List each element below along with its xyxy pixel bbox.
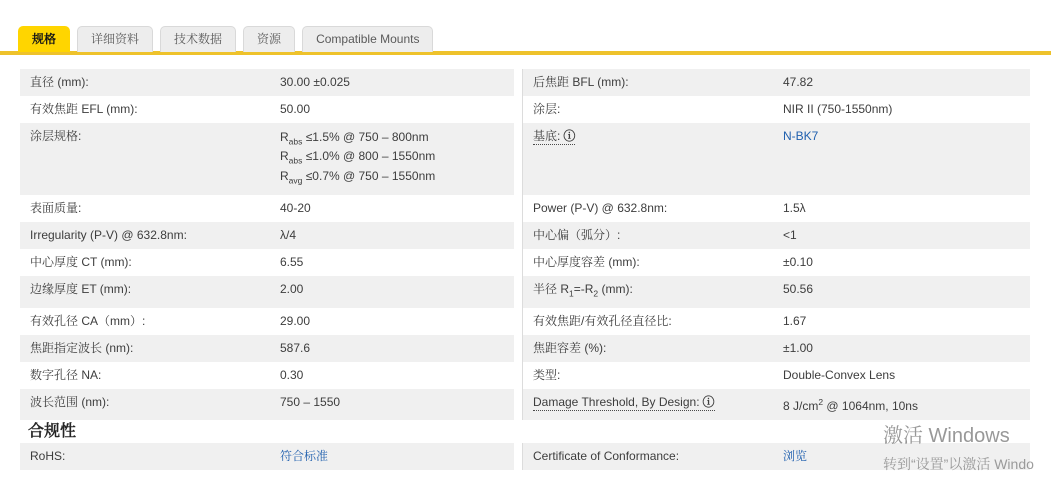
spec-label-text: RoHS: — [30, 449, 66, 463]
spec-cell-left — [20, 69, 514, 96]
spec-label — [20, 69, 280, 96]
spec-value: $R_{abs} \le 1.5\%$ @ 750 – 800nm $R_{abs} \le 1.0\%$ @ 800 – 1550nm $R_{avg} \le 0.7\%$ @ 750 – 1550nm — [280, 130, 436, 186]
spec-value: λ/4 — [280, 228, 297, 243]
spec-cell-right — [522, 195, 1030, 222]
spec-row — [20, 335, 1030, 362]
column-gap — [514, 96, 522, 123]
spec-value: 1.67 — [783, 313, 807, 328]
spec-cell-right — [522, 362, 1030, 389]
spec-value: 8 $J/cm^2$ @ 1064nm, 10ns — [783, 396, 918, 413]
spec-label-text: 波长范围 (nm): — [30, 394, 110, 409]
tab-specifications[interactable]: 规格 — [18, 26, 70, 52]
info-icon[interactable]: ⓘ — [702, 394, 715, 409]
spec-label-text: 有效孔径 CA（mm）: — [30, 313, 146, 328]
spec-cell-right — [522, 389, 1030, 420]
spec-cell-right — [522, 123, 1030, 195]
spec-cell-left — [20, 195, 514, 222]
spec-cell-left — [20, 249, 514, 276]
column-gap — [514, 335, 522, 362]
spec-label — [20, 195, 280, 222]
spec-row — [20, 123, 1030, 195]
spec-cell-right — [522, 335, 1030, 362]
watermark-line2: 转到“设置”以激活 Windo — [883, 456, 1034, 472]
spec-cell-left — [20, 443, 514, 470]
spec-label-text: 有效焦距 EFL (mm): — [30, 102, 138, 116]
spec-value: NIR II (750-1550nm) — [783, 102, 893, 116]
spec-label — [523, 443, 783, 470]
column-gap — [514, 362, 522, 389]
value-link[interactable]: 浏览 — [783, 449, 808, 463]
value-link[interactable]: N-BK7 — [783, 129, 819, 143]
spec-row — [20, 249, 1030, 276]
tab-technical-data[interactable]: 技术数据 — [160, 26, 236, 52]
tab-compatible-mounts[interactable]: Compatible Mounts — [302, 26, 433, 52]
spec-label-text: 直径 (mm): — [30, 75, 89, 89]
spec-value — [783, 123, 1030, 195]
spec-row — [20, 96, 1030, 123]
column-gap — [514, 276, 522, 307]
spec-value — [783, 443, 1030, 470]
spec-label-text: Power (P-V) @ 632.8nm: — [533, 201, 668, 216]
spec-table — [20, 69, 1030, 420]
spec-cell-right — [522, 276, 1030, 307]
spec-cell-right — [522, 249, 1030, 276]
spec-value: 50.56 — [783, 282, 814, 297]
spec-label-text: 中心偏（弧分）: — [533, 228, 621, 243]
spec-label — [20, 335, 280, 362]
spec-label-text: 有效焦距/有效孔径直径比: — [533, 313, 672, 328]
spec-cell-left — [20, 362, 514, 389]
spec-label-text: Certificate of Conformance: — [533, 449, 680, 463]
spec-row — [20, 362, 1030, 389]
spec-label-text: 涂层: — [533, 102, 561, 116]
spec-cell-right — [522, 308, 1030, 335]
spec-value: 40-20 — [280, 201, 311, 216]
spec-value: <1 — [783, 228, 797, 243]
spec-value: 50.00 — [280, 102, 311, 116]
column-gap — [514, 195, 522, 222]
spec-label — [523, 276, 783, 307]
spec-row — [20, 195, 1030, 222]
spec-row — [20, 443, 1030, 470]
spec-label — [20, 222, 280, 249]
spec-label — [523, 362, 783, 389]
column-gap — [514, 308, 522, 335]
spec-label — [523, 389, 783, 420]
spec-label — [20, 389, 280, 420]
spec-value: ±0.10 — [783, 255, 813, 270]
spec-label — [20, 308, 280, 335]
spec-value: 750 – 1550 — [280, 394, 341, 409]
spec-cell-left — [20, 222, 514, 249]
spec-cell-right — [522, 69, 1030, 96]
spec-label — [523, 335, 783, 362]
spec-label — [20, 362, 280, 389]
spec-value: 0.30 — [280, 367, 304, 382]
spec-cell-right — [522, 222, 1030, 249]
spec-row — [20, 222, 1030, 249]
spec-value: 1.5λ — [783, 201, 806, 216]
spec-label-text: 半径 $R_1=-R_2$ (mm): — [533, 282, 633, 299]
spec-label — [523, 222, 783, 249]
column-gap — [514, 389, 522, 420]
spec-label-text: 类型: — [533, 367, 561, 382]
spec-label-text: 焦距指定波长 (nm): — [30, 340, 134, 355]
spec-label — [523, 96, 783, 123]
spec-cell-left — [20, 335, 514, 362]
spec-label-text: 边缘厚度 ET (mm): — [30, 282, 132, 297]
spec-value: Double-Convex Lens — [783, 367, 896, 382]
spec-label-text: Irregularity (P-V) @ 632.8nm: — [30, 228, 187, 243]
spec-label-text: Damage Threshold, By Design: ⓘ — [533, 394, 715, 409]
spec-value: 29.00 — [280, 313, 311, 328]
spec-label-text: 后焦距 BFL (mm): — [533, 75, 629, 89]
spec-row — [20, 69, 1030, 96]
tab-details[interactable]: 详细资料 — [77, 26, 153, 52]
value-link[interactable]: 符合标准 — [280, 449, 329, 463]
spec-value: 30.00 ±0.025 — [280, 75, 350, 89]
column-gap — [514, 222, 522, 249]
spec-label-text: 涂层规格: — [30, 129, 82, 143]
compliance-table — [20, 443, 1030, 470]
watermark-line1: 激活 Windows — [883, 425, 1010, 447]
spec-row — [20, 389, 1030, 420]
spec-label — [20, 123, 280, 195]
spec-label — [523, 69, 783, 96]
spec-label — [523, 249, 783, 276]
tab-bar — [18, 26, 433, 52]
column-gap — [514, 443, 522, 470]
spec-label — [20, 96, 280, 123]
spec-label — [20, 443, 280, 470]
tab-resources[interactable]: 资源 — [243, 26, 295, 52]
spec-label-text: 中心厚度 CT (mm): — [30, 255, 132, 270]
spec-cell-left — [20, 308, 514, 335]
spec-label-text: 中心厚度容差 (mm): — [533, 255, 640, 270]
spec-label — [523, 123, 783, 195]
spec-value: 587.6 — [280, 340, 311, 355]
spec-row — [20, 276, 1030, 307]
spec-row — [20, 308, 1030, 335]
spec-value: ±1.00 — [783, 340, 813, 355]
info-icon[interactable]: ⓘ — [563, 129, 576, 143]
compliance-heading: 合规性 — [28, 423, 77, 440]
column-gap — [514, 123, 522, 195]
spec-value: 6.55 — [280, 255, 304, 270]
spec-value: 47.82 — [783, 75, 814, 89]
spec-cell-left — [20, 123, 514, 195]
spec-label-text: 焦距容差 (%): — [533, 340, 607, 355]
spec-label — [523, 195, 783, 222]
column-gap — [514, 69, 522, 96]
spec-label-text: 表面质量: — [30, 201, 82, 216]
spec-label — [20, 276, 280, 307]
spec-cell-left — [20, 276, 514, 307]
spec-label-text: 基底: ⓘ — [533, 129, 576, 143]
spec-value: 2.00 — [280, 282, 304, 297]
spec-label — [523, 308, 783, 335]
spec-cell-left — [20, 389, 514, 420]
spec-value — [280, 443, 514, 470]
spec-label-text: 数字孔径 NA: — [30, 367, 102, 382]
spec-cell-right — [522, 96, 1030, 123]
spec-label — [20, 249, 280, 276]
column-gap — [514, 249, 522, 276]
spec-cell-left — [20, 96, 514, 123]
spec-cell-right — [522, 443, 1030, 470]
